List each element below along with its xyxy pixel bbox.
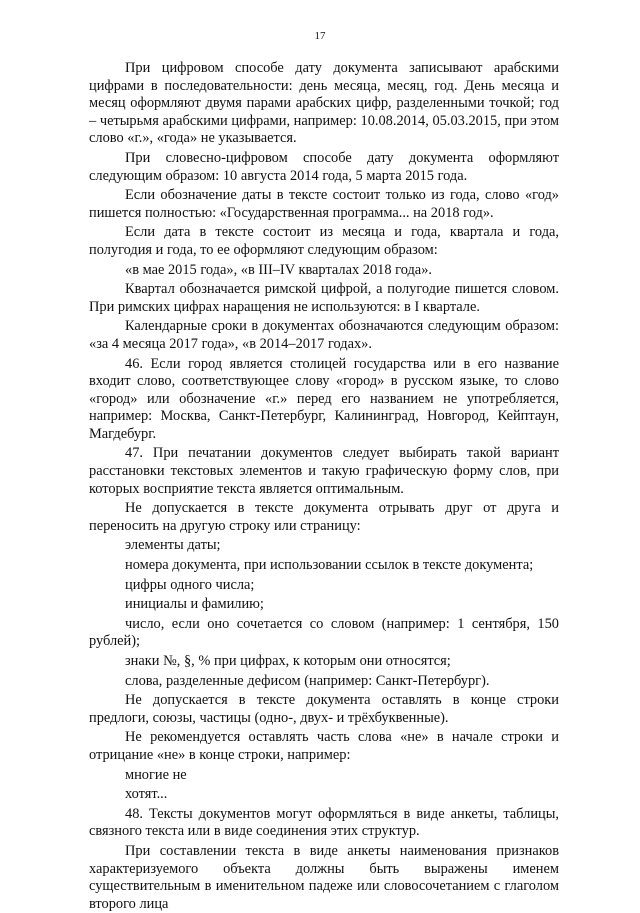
paragraph: Если обозначение даты в тексте состоит только из года, слово «год» пишется полностью: «Государственная программа... на 2018 год». — [89, 187, 559, 221]
list-item: элементы даты; — [125, 537, 221, 554]
paragraph: При составлении текста в виде анкеты наименования признаков характеризуемого объекта должны быть выражены именем существительным в именительном падеже или словосочетанием с глаголом второго лица — [89, 842, 559, 912]
example-line: хотят... — [125, 786, 168, 803]
paragraph: Не допускается в тексте документа отрывать друг от друга и переносить на другую строку или страницу: — [89, 500, 559, 534]
paragraph: Календарные сроки в документах обозначаются следующим образом: «за 4 месяца 2017 года», «в 2014–2017 годах». — [89, 318, 559, 352]
page-number: 17 — [314, 30, 326, 42]
paragraph: Если дата в тексте состоит из месяца и года, квартала и года, полугодия и года, то ее оформляют следующим образом: — [89, 224, 559, 258]
paragraph-item-47: 47. При печатании документов следует выбирать такой вариант расстановки текстовых элементов и такую графическую форму слов, при которых восприятие текста является оптимальным. — [89, 445, 559, 497]
example-line: многие не — [125, 766, 187, 783]
paragraph: При цифровом способе дату документа записывают арабскими цифрами в последовательности: день месяца, месяц, год. День месяца и месяц оформляют двумя парами арабских цифр, разделенными точкой; год – четырьмя арабскими цифрами, например: 10.08.2014, 05.03.2015, при этом слово «г.», «года» не указывается. — [89, 60, 559, 147]
list-item: цифры одного числа; — [125, 576, 255, 593]
paragraph-item-48: 48. Тексты документов могут оформляться в виде анкеты, таблицы, связного текста или в виде соединения этих структур. — [89, 805, 559, 840]
list-item: знаки №, §, % при цифрах, к которым они относятся; — [125, 653, 451, 669]
list-item: число, если оно сочетается со словом (например: 1 сентября, 150 рублей); — [89, 615, 559, 650]
list-item: инициалы и фамилию; — [125, 596, 264, 613]
paragraph: Не допускается в тексте документа оставлять в конце строки предлоги, союзы, частицы (одно-, двух- и трёхбуквенные). — [89, 692, 559, 726]
paragraph: При словесно-цифровом способе дату документа оформляют следующим образом: 10 августа 2014 года, 5 марта 2015 года. — [89, 149, 559, 184]
paragraph: Не рекомендуется оставлять часть слова «не» в начале строки и отрицание «не» в конце строки, например: — [89, 729, 559, 763]
list-item: номера документа, при использовании ссылок в тексте документа; — [125, 557, 534, 574]
list-item: слова, разделенные дефисом (например: Санкт-Петербург). — [125, 672, 490, 689]
paragraph-item-46: 46. Если город является столицей государства или в его название входит слово, соответствующее слову «город» в русском языке, то слово «город» или обозначение «г.» перед его названием не употребляется, например: Москва, Санкт-Петербург, Калининград, Новгород, Кейптаун, Магдебург. — [89, 355, 559, 442]
document-body — [89, 60, 559, 913]
paragraph: «в мае 2015 года», «в III–IV кварталах 2018 года». — [125, 261, 432, 278]
paragraph: Квартал обозначается римской цифрой, а полугодие пишется словом. При римских цифрах наращения не используются: в I квартале. — [89, 281, 559, 315]
